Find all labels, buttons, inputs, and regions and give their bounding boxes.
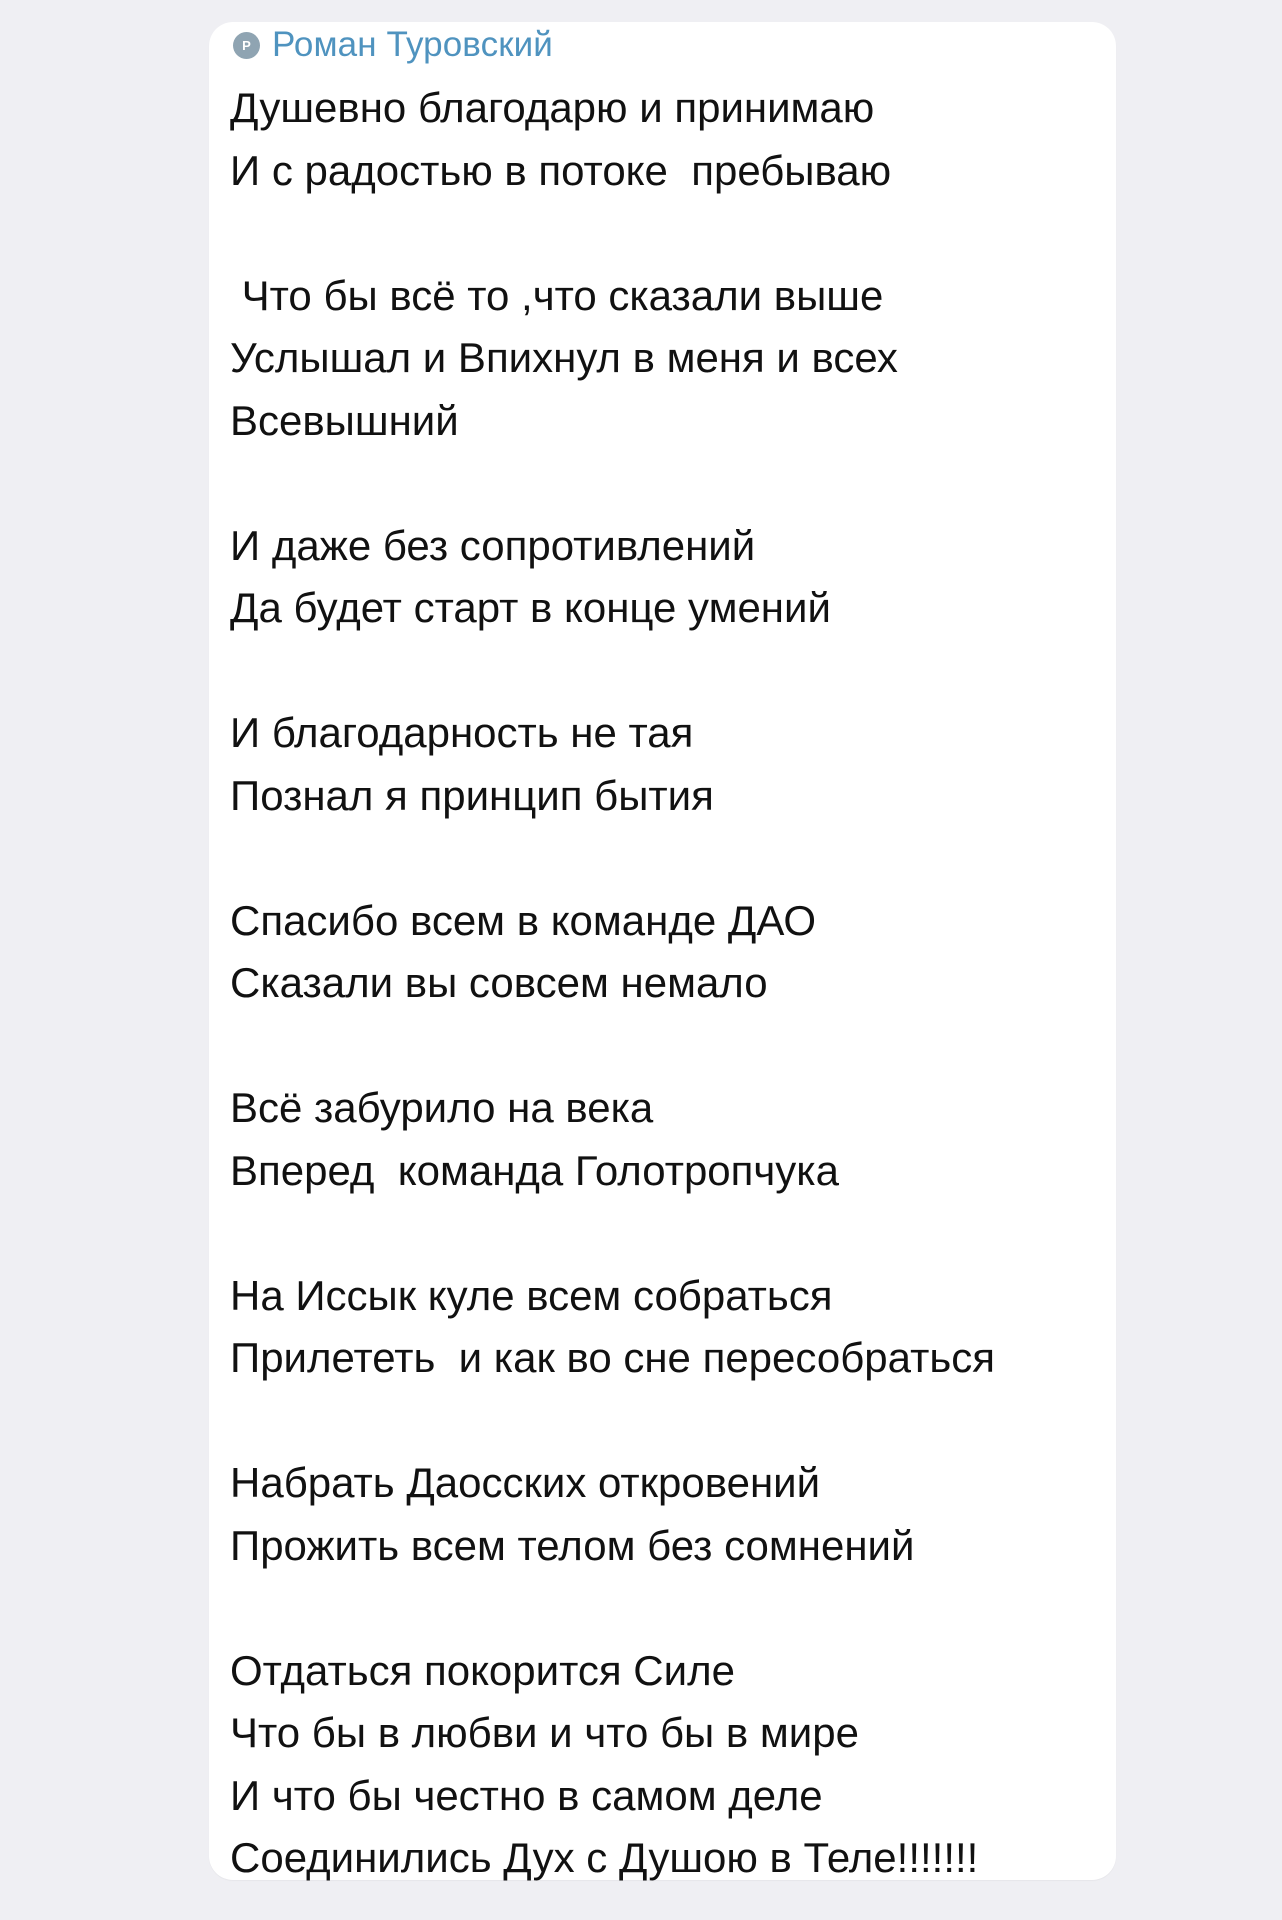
- message-text: [230, 77, 1100, 1890]
- message-line: Душевно благодарю и принимаю: [230, 84, 875, 131]
- message-line: Спасибо всем в команде ДАО: [230, 896, 817, 944]
- message-line: Отдаться покорится Силе: [230, 1646, 735, 1694]
- message-line: Вперед команда Голотропчука: [230, 1146, 839, 1194]
- message-blank-line: [230, 1202, 1100, 1265]
- message-line: И с радостью в потоке пребываю: [230, 146, 892, 194]
- message-line: Услышал и Впихнул в меня и всех: [230, 334, 898, 381]
- sender-name[interactable]: Роман Туровский: [272, 25, 553, 64]
- message-line: Да будет старт в конце умений: [230, 584, 831, 631]
- message-line: На Иссык куле всем собраться: [230, 1271, 833, 1319]
- message-line: Всевышний: [230, 396, 459, 444]
- message-line: Соединились Дух с Душою в Теле!!!!!!!: [230, 1834, 979, 1881]
- message-line: Прилететь и как во сне пересобраться: [230, 1334, 995, 1381]
- message-line: Всё забурило на века: [230, 1084, 654, 1131]
- message-line: И даже без сопротивлений: [230, 521, 756, 569]
- message-line: Что бы всё то ,что сказали выше: [230, 271, 884, 319]
- message-line: Сказали вы совсем немало: [230, 959, 768, 1006]
- message-line: Что бы в любви и что бы в мире: [230, 1709, 859, 1756]
- message-line: Прожить всем телом без сомнений: [230, 1521, 915, 1569]
- message-line: И благодарность не тая: [230, 709, 694, 756]
- message-blank-line: [230, 1390, 1100, 1453]
- message-line: Набрать Даосских откровений: [230, 1459, 821, 1506]
- message-header: [233, 25, 553, 64]
- message-line: И что бы честно в самом деле: [230, 1771, 823, 1819]
- message-line: Познал я принцип бытия: [230, 771, 714, 819]
- message-blank-line: [230, 1577, 1100, 1640]
- message-blank-line: [230, 452, 1100, 515]
- message-blank-line: [230, 202, 1100, 265]
- message-blank-line: [230, 1015, 1100, 1078]
- message-blank-line: [230, 640, 1100, 703]
- message-blank-line: [230, 827, 1100, 890]
- sender-avatar[interactable]: Р: [233, 32, 260, 59]
